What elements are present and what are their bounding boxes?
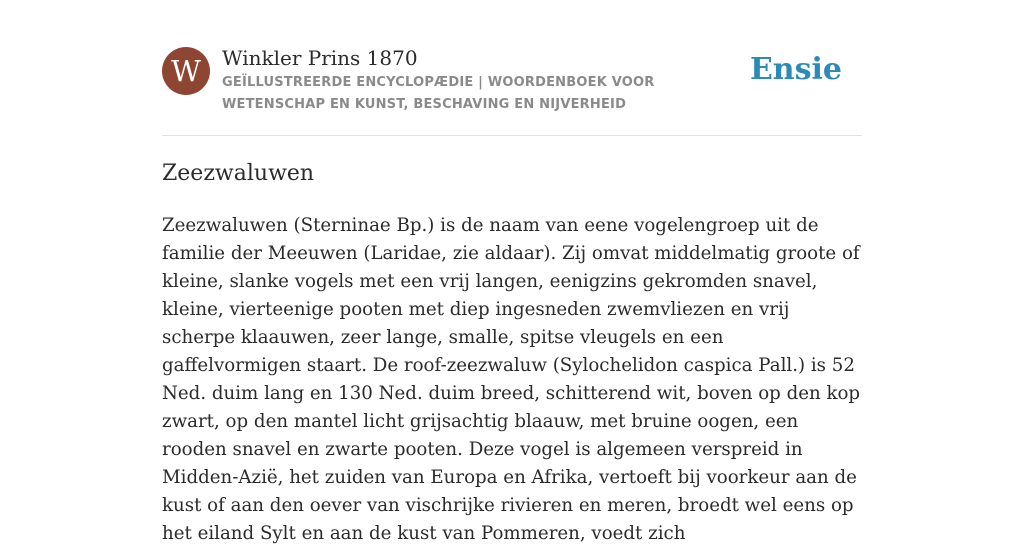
source-header (162, 46, 862, 116)
source-title[interactable]: Winkler Prins 1870 (222, 46, 418, 70)
header-divider (162, 135, 862, 136)
article-title: Zeezwaluwen (162, 161, 315, 186)
brand-logo-link[interactable]: Ensie (749, 52, 842, 87)
source-avatar[interactable]: W (162, 47, 210, 95)
article-body: Zeezwaluwen (Sterninae Bp.) is de naam van eene vogelengroep uit de familie der Meeuwen (Laridae, zie aldaar). Zij omvat middelmatig groote of kleine, slanke vogels met een vrij langen, eenigzins gekromden snavel, kleine, vierteenige pooten met diep ingesneden zwemvliezen en vrij scherpe klaauwen, zeer lange, smalle, spitse vleugels en een gaffelvormigen staart. De roof-zeezwaluw (Sylochelidon caspica Pall.) is 52 Ned. duim lang en 130 Ned. duim breed, schitterend wit, boven op den kop zwart, op den mantel licht grijsachtig blaauw, met bruine oogen, een rooden snavel en zwarte pooten. Deze vogel is algemeen verspreid in Midden-Azië, het zuiden van Europa en Afrika, vertoeft bij voorkeur aan de kust of aan den oever van vischrijke rivieren en meren, broedt wel eens op het eiland Sylt en aan de kust van Pommeren, voedt zich (162, 215, 861, 544)
source-subtitle: GEÏLLUSTREERDE ENCYCLOPÆDIE | WOORDENBOEK VOOR WETENSCHAP EN KUNST, BESCHAVING EN NIJVERHEID (222, 75, 655, 112)
